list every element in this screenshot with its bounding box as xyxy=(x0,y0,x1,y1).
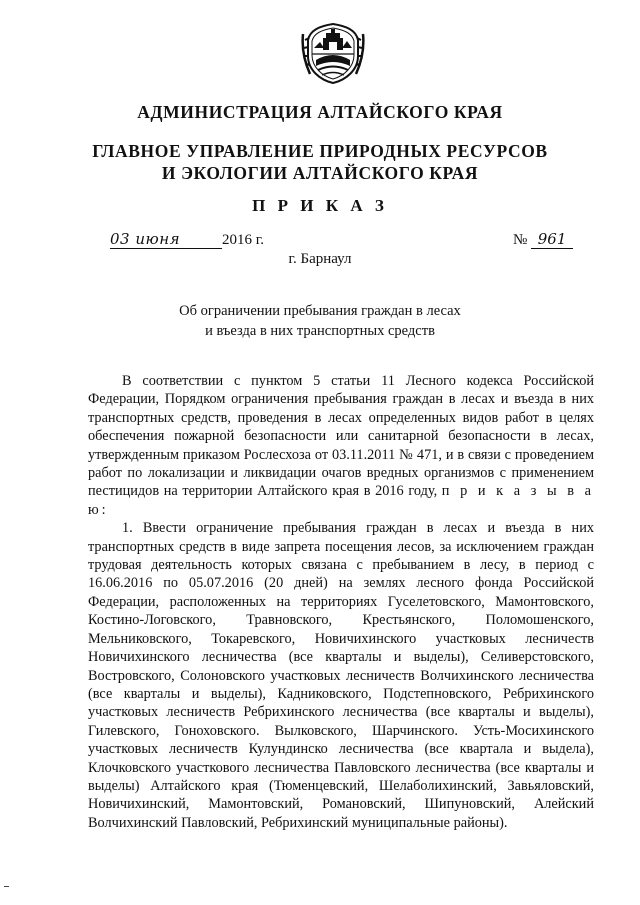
margin-mark xyxy=(4,886,9,887)
preamble-text: В соответствии с пунктом 5 статьи 11 Лесного кодекса Российской Федерации, Порядком ограничения пребывания граждан в лесах и въезда в них транспортных средств, проведения в лесах определенных видов работ в целях обеспечения пожарной безопасности или санитарной безопасности в лесах, утвержденным приказом Рослесхоза от 03.11.2011 № 471, и в связи с проведением работ по локализации и ликвидации очагов вредных организмов с применением пестицидов на территории Алтайского края в 2016 году, xyxy=(88,373,594,500)
order-body xyxy=(88,372,594,832)
item-1-paragraph: 1. Ввести ограничение пребывания граждан в лесах и въезда в них транспортных средств в виде запрета посещения лесов, за исключением граждан трудовая деятельность которых связана с пребыванием в лесу, в период с 16.06.2016 по 05.07.2016 (20 дней) на землях лесного фонда Российской Федерации, расположенных на территориях Гуселетовского, Мамонтовского, Костино-Логовского, Травновского, Крестьянского, Поломошенского, Мельниковского, Токаревского, Новичихинского участковых лесничеств Новичихинского лесничества (все кварталы и выделы), Селиверстовского, Востровского, Солоновского участковых лесничеств Волчихинского лесничества (все кварталы и выделы), Кадниковского, Подстепновского, Ребрихинского участковых лесничеств Ребрихинского лесничества (все кварталы и выделы), Гилевского, Гоноховского. Вылковского, Шарчинского. Усть-Мосихинского участковых лесничеств Кулундинско лесничества (все квартала и выдела), Клочковского участкового лесничества Павловского лесничества (все кварталы и выделы) Алтайского края (Тюменцевский, Шелаболихинский, Завьяловский, Новичихинский, Мамонтовский, Романовский, Шипуновский, Алейский Волчихинский Павловский, Ребрихинский муниципальные районы). xyxy=(88,520,594,831)
order-subject xyxy=(0,301,640,341)
date-line xyxy=(110,230,264,249)
department-title-line2: И ЭКОЛОГИИ АЛТАЙСКОГО КРАЯ xyxy=(161,163,479,183)
city: г. Барнаул xyxy=(288,251,352,267)
subject-line1: Об ограничении пребывания граждан в лесах xyxy=(179,303,461,319)
number-handwritten: 961 xyxy=(531,230,573,249)
preamble-paragraph xyxy=(88,372,594,519)
date-handwritten: 03 июня xyxy=(110,230,222,249)
coat-of-arms-icon xyxy=(300,20,366,86)
number-prefix: № xyxy=(513,232,528,248)
administration-title: АДМИНИСТРАЦИЯ АЛТАЙСКОГО КРАЯ xyxy=(137,102,503,122)
order-word: п р и к а з ы в а ю: xyxy=(88,483,594,518)
date-year: 2016 г. xyxy=(222,232,264,248)
department-title xyxy=(0,140,640,184)
document-type: П Р И К А З xyxy=(252,196,388,215)
department-title-line1: ГЛАВНОЕ УПРАВЛЕНИЕ ПРИРОДНЫХ РЕСУРСОВ xyxy=(92,141,548,161)
number-line xyxy=(513,230,573,249)
subject-line2: и въезда в них транспортных средств xyxy=(205,323,435,339)
